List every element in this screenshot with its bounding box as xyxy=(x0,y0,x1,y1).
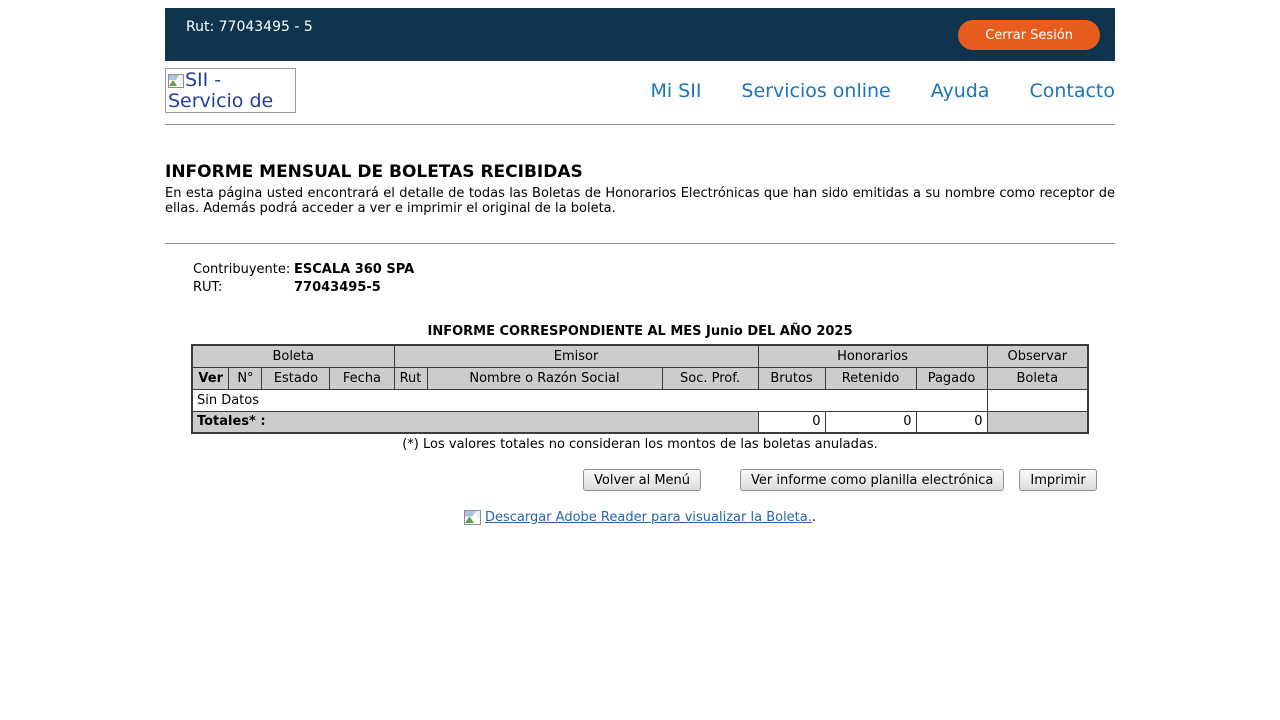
empty-data-row xyxy=(192,389,1088,411)
group-header-emisor: Emisor xyxy=(394,345,758,367)
col-header-boleta: Boleta xyxy=(987,367,1088,389)
session-rut-text: Rut: 77043495 - 5 xyxy=(186,19,313,35)
broken-image-icon xyxy=(464,510,481,525)
main-nav xyxy=(650,80,1115,102)
logo-alt-text: SII - Servicio de xyxy=(168,69,274,112)
col-header-numero: N° xyxy=(229,367,262,389)
totals-footnote: (*) Los valores totales no consideran los montos de las boletas anuladas. xyxy=(402,437,878,452)
taxpayer-info xyxy=(193,261,1115,297)
content-divider xyxy=(165,243,1115,244)
group-header-honorarios: Honorarios xyxy=(758,345,987,367)
totals-row xyxy=(192,411,1088,433)
header-divider xyxy=(165,124,1115,125)
adobe-link-wrap xyxy=(485,510,816,525)
action-buttons-row xyxy=(165,469,1115,491)
site-header xyxy=(165,68,1115,113)
totals-retenido-cell: 0 xyxy=(825,411,916,433)
totals-label-cell: Totales* : xyxy=(192,411,758,433)
empty-data-cell: Sin Datos xyxy=(192,389,987,411)
col-header-rut: Rut xyxy=(394,367,427,389)
col-header-estado: Estado xyxy=(262,367,330,389)
taxpayer-name-row xyxy=(193,261,1115,279)
report-caption: INFORME CORRESPONDIENTE AL MES Junio DEL AÑO 2025 xyxy=(427,324,853,339)
taxpayer-name-value: ESCALA 360 SPA xyxy=(294,262,415,277)
taxpayer-name-label: Contribuyente: xyxy=(193,262,291,277)
broken-image-icon xyxy=(168,74,184,88)
empty-observar-cell xyxy=(987,389,1088,411)
nav-ayuda[interactable]: Ayuda xyxy=(930,79,990,102)
taxpayer-rut-label: RUT: xyxy=(193,280,223,295)
taxpayer-rut-row xyxy=(193,279,1115,297)
col-header-fecha: Fecha xyxy=(330,367,394,389)
totals-brutos-cell: 0 xyxy=(758,411,825,433)
group-header-row xyxy=(192,345,1088,367)
col-header-pagado: Pagado xyxy=(916,367,987,389)
totals-pagado-cell: 0 xyxy=(916,411,987,433)
adobe-link-suffix: . xyxy=(811,510,817,525)
print-button[interactable]: Imprimir xyxy=(1019,469,1096,491)
group-header-observar: Observar xyxy=(987,345,1088,367)
col-header-ver: Ver xyxy=(192,367,229,389)
report-section xyxy=(165,324,1115,452)
page-container xyxy=(165,8,1115,525)
group-header-boleta: Boleta xyxy=(192,345,394,367)
col-header-razon-social: Nombre o Razón Social xyxy=(427,367,662,389)
session-topbar xyxy=(165,8,1115,61)
report-table xyxy=(191,344,1089,434)
logout-button[interactable]: Cerrar Sesión xyxy=(958,20,1100,50)
totals-observar-cell xyxy=(987,411,1088,433)
back-to-menu-button[interactable]: Volver al Menú xyxy=(583,469,701,491)
adobe-reader-link[interactable]: Descargar Adobe Reader para visualizar la Boleta. xyxy=(484,510,812,525)
column-header-row xyxy=(192,367,1088,389)
taxpayer-rut-value: 77043495-5 xyxy=(294,280,381,295)
page-description: En esta página usted encontrará el detalle de todas las Boletas de Honorarios Electrónicas que han sido emitidas a su nombre como receptor de ellas. Además podrá acceder a ver e imprimir el original de la boleta. xyxy=(165,186,1115,216)
nav-contacto[interactable]: Contacto xyxy=(1029,79,1115,102)
page-title: INFORME MENSUAL DE BOLETAS RECIBIDAS xyxy=(165,162,583,182)
nav-servicios-online[interactable]: Servicios online xyxy=(741,79,891,102)
nav-mi-sii[interactable]: Mi SII xyxy=(650,79,702,102)
adobe-reader-row xyxy=(165,510,1115,525)
col-header-retenido: Retenido xyxy=(825,367,916,389)
col-header-brutos: Brutos xyxy=(758,367,825,389)
col-header-soc-prof: Soc. Prof. xyxy=(662,367,758,389)
sii-logo-broken-image[interactable] xyxy=(165,68,296,113)
spreadsheet-report-button[interactable]: Ver informe como planilla electrónica xyxy=(740,469,1004,491)
